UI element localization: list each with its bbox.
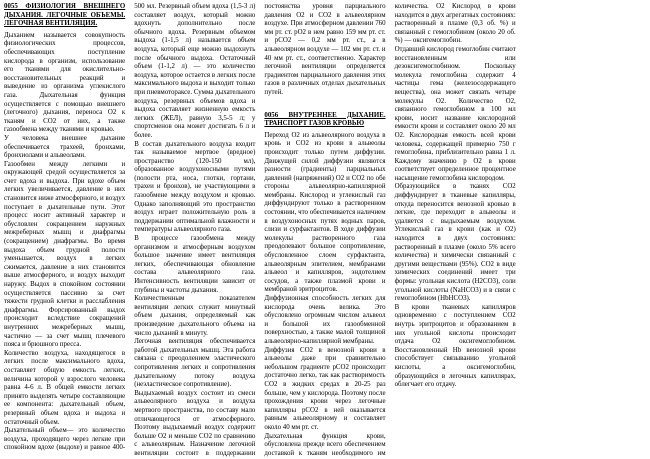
paragraph: Дыхательный объем— это количество воздуха, проходящего через легкие при спокойном вдохе (выдохе) и равное 400-500 мл. Резервный объем вдоха (1,5-3 л) составляет воздух, который можно вдохнуть дополнительно после обычного вдоха. Резервным объемом выдоха (1-1,5 л) называется объем воздуха, который еще можно выдохнуть после обычного выдоха. Остаточный объем (1-1,2 л) — это количество воздуха, которое остается в легких после максимального выдоха и выходит только при пневмотораксе. Сумма дыхательного воздуха, резервных объемов вдоха и выдоха составляет жизненную емкость легких (ЖЕЛ), равную 3,5-5 л; у спортсменов она может достигать 6 л и более. xyxy=(4,3,256,452)
paragraph: В крови тканевых капилляров одновременно с поступлением СО2 внутрь эритроцитов и образованием в них угольной кислоты происходит отдача О2 оксигемоглобином. Восстановленный Hb венозной крови способствует связыванию угольной кислоты, а оксигемоглобин, образующийся в легочных капиллярах, облегчает его отдачу. xyxy=(394,303,516,389)
paragraph: Диффузия СО2 в венозной крови в альвеолы даже при сравнительно небольшом градиенте рСО2 происходит достаточно легко, так как растворимость СО2 в жидких средах в 20-25 раз больше, чем у кислорода. Поэтому после прохождения крови через легочные капилляры рСО2 в ней оказывается равным альвеолярному и составляет около 40 мм рт. ст. xyxy=(264,346,386,431)
paragraph: Количество воздуха, находящегося в легких после максимального вдоха, составляет общую емкость легких, величина которой у взрослого человека равна 4-6 л. В общей емкости легких принято выделять четыре составляющие ее компонента: дыхательный объем, резервный объем вдоха и выдоха и остаточный объем. xyxy=(4,349,126,426)
paragraph: Выдыхаемый воздух состоит из смеси альвеолярного воздуха и воздуха мертвого пространства, по составу мало отличающегося от атмосферного. Поэтому выдыхаемый воздух содержит больше О2 и меньше СО2 по сравнению с альвеолярным. Назначение легочной вентиляции состоит в поддержании постоянства уровня парциального давления О2 и СО2 в альвеолярном воздухе. При атмосферном давлении 760 мм рт. ст. рО2 в нем равно 159 мм рт. ст. и рСО2 — 0,2 мм рт. ст., а в альвеолярном воздухе — 102 мм рт. ст. и 40 мм рт. ст., соответственно. Характер легочной вентиляции определяется градиентом парциального давления этих газов в различных отделах дыхательных путей. xyxy=(134,3,386,457)
paragraph: Дыхательная функция крови, обусловлена прежде всего обеспечением доставкой к тканям необходимого им количества. О2 Кислород в крови находится в двух агрегатных состояниях: растворенный в плазме (0,3 об. %) и связанный с гемоглобином (около 20 об. %) — оксигемоглобин. xyxy=(264,3,516,457)
paragraph: Образующийся в тканях СО2 диффундирует в тканевые капилляры, откуда переносится венозной кровью в легкие, где переходит в альвеолы и удаляется с выдыхаемым воздухом. Углекислый газ в крови (как и О2) находится в двух состояниях: растворенный в плазме (около 5% всего количества) и химически связанный с другими веществами (95%). СО2 в виде химических соединений имеет три формы: угольная кислота (Н2СО3), соли угольной кислоты (NaНСО3) и в связи с гемоглобином (HbНСО3). xyxy=(394,183,516,303)
paragraph: Дыханием называется совокупность физиологических процессов, обеспечивающих поступление кислорода в организм, использование его тканями для окислительно-восстановительных реакций и выведение из организма углекислого газа. Дыхательная функция осуществляется с помощью внешнего (легочного) дыхания, переноса О2 к тканям и СО2 от них, а также газообмена между тканями и кровью. xyxy=(4,31,126,134)
section-heading-0056: 0056 ВНУТРЕННЕЕ ДЫХАНИЕ. ТРАНСПОРТ ГАЗОВ КРОВЬЮ xyxy=(264,111,386,128)
paragraph: В процессе газообмена между организмом и атмосферным воздухом большое значение имеет вентиляция легких, обеспечивающая обновление состава альвеолярного газа. Интенсивность вентиляции зависит от глубины и частоты дыхания. xyxy=(134,235,256,294)
paragraph: Количественным показателем вентиляции легких служит минутный объем дыхания, определяемый как произведение дыхательного объема на число дыханий в минуту. xyxy=(134,295,256,337)
paragraph: Диффузионная способность легких для кислорода очень велика. Это обусловлено огромным числом альвеол и большой их газообменной поверхностью, а также малой толщиной альвеолярно-капиллярной мембраны. xyxy=(264,295,386,345)
paragraph: Газообмен между легкими и окружающей средой осуществляется за счет вдоха и выдоха. При вдохе объем легких увеличивается, давление в них становится ниже атмосферного, и воздух поступает в дыхательные пути. Этот процесс носит активный характер и обусловлен сокращением наружных межреберных мышц и диафрагмы (сокращением) диафрагмы. Во время выдоха объем грудной полости уменьшается, воздух в легких сжимается, давление в них становится выше атмосферного, и воздух выходит наружу. Выдох в спокойном состоянии осуществляется пассивно за счет тяжести грудной клетки и расслабления диафрагмы. Форсированный выдох происходит вследствие сокращений внутренних межреберных мышц, частично — за счет мышц плечевого пояса и брюшного пресса. xyxy=(4,160,126,349)
paragraph: Переход О2 из альвеолярного воздуха в кровь и СО2 из крови в альвеолы происходит только путем диффузии. Движущей силой диффузии являются разности (градиенты) парциальных давлений (напряжений) О2 и СО2 по обе стороны альвеолярно-капиллярной мембраны. Кислород и углекислый газ диффундируют только в растворенном состоянии, что обеспечивается наличием в воздухоносных путях водных паров, слизи и сурфактантов. В ходе диффузии молекулы растворенного газа преодолевают большое сопротивление, обусловленное слоем сурфактанта, альвеолярным эпителием, мембранами альвеол и капилляров, эндотелием сосудов, а также плазмой крови и мембраной эритроцитов. xyxy=(264,131,386,294)
section-spacer xyxy=(264,98,385,106)
paragraph: В состав дыхательного воздуха входит так называемое мертвое (вредное) пространство (120-150 мл), образованное воздухоносными путями (полости рта, носа, глотки, гортани, трахеи и бронхов), не участвующими в газообмене между воздухом и кровью. Однако заполняющий это пространство воздух играет положительную роль в поддержании оптимальной влажности и температуры альвеолярного газа. xyxy=(134,140,256,234)
paragraph: Отдавший кислород гемоглобин считают восстановленным или дезоксигемоглобином. Поскольку молекула гемоглобина содержит 4 частицы гема (железосодержащего вещества), она может связать четыре молекулы О2. Количество О2, связанного гемоглобином в 100 мл крови, носит название кислородной емкости крови и составляет около 20 мл О2. Кислородная емкость всей крови человека, содержащей примерно 750 г гемоглобина, приблизительно равна 1 л. Каждому значению р О2 в крови соответствует определенное процентное насыщение гемоглобина кислородом. xyxy=(394,45,516,182)
paragraph: У человека внешнее дыхание обеспечивается трахеей, бронхами, бронхиолами и альвеолами. xyxy=(4,134,126,160)
section-heading-0055: 0055 ФИЗИОЛОГИЯ ВНЕШНЕГО ДЫХАНИЯ. ЛЕГОЧНЫЕ ОБЪЕМЫ. ЛЕГОЧНАЯ ВЕНТИЛЯЦИЯ. xyxy=(4,3,126,28)
paragraph: Легочная вентиляция обеспечивается работой дыхательных мышц. Эта работа связана с преодолением эластического сопротивления легких и сопротивления дыхательному потоку воздуха (неэластическое сопротивление). xyxy=(134,338,256,389)
